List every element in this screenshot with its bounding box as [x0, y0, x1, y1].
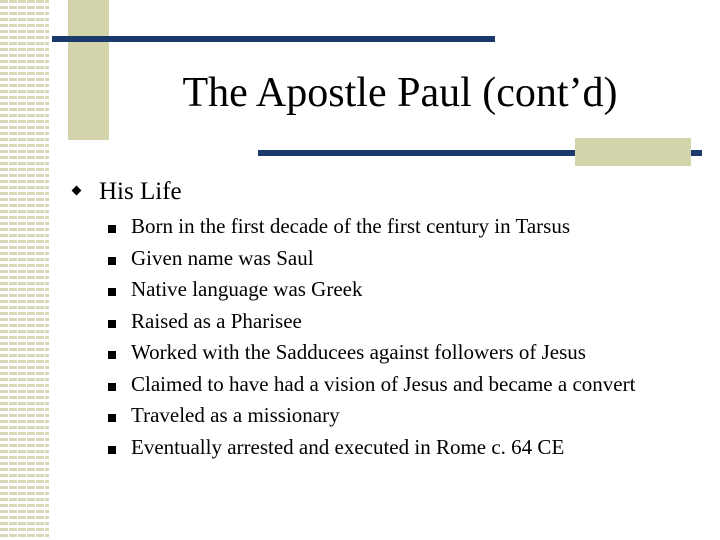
bullet-text: Born in the first decade of the first century in Tarsus	[131, 214, 571, 238]
bullet-item	[108, 434, 683, 460]
heading-his-life	[76, 174, 182, 210]
bullet-text: Given name was Saul	[131, 245, 314, 270]
bullet-item	[108, 308, 683, 334]
bullet-item	[108, 339, 683, 365]
navy-bar-top-decoration	[52, 36, 495, 42]
heading-text: His Life	[99, 178, 182, 205]
square-bullet-icon	[108, 383, 116, 391]
tan-block-bottom-decoration	[575, 138, 691, 166]
bullet-text: Worked with the Sadducees against followers of Jesus	[131, 340, 586, 364]
square-bullet-icon	[108, 351, 116, 359]
slide-title: The Apostle Paul (cont’d)	[182, 70, 618, 116]
square-bullet-icon	[108, 225, 116, 233]
bullet-item	[108, 245, 683, 271]
bullet-item	[108, 371, 683, 397]
diamond-bullet-icon	[72, 186, 82, 196]
bullet-text: Eventually arrested and executed in Rome c. 64 CE	[131, 434, 565, 459]
bullet-item	[108, 276, 683, 302]
bullet-list	[108, 213, 683, 465]
bullet-text: Raised as a Pharisee	[131, 308, 302, 333]
square-bullet-icon	[108, 414, 116, 422]
square-bullet-icon	[108, 288, 116, 296]
square-bullet-icon	[108, 257, 116, 265]
bullet-text: Native language was Greek	[131, 277, 363, 301]
bullet-item	[108, 402, 683, 428]
bullet-text: Traveled as a missionary	[131, 403, 340, 427]
square-bullet-icon	[108, 320, 116, 328]
bullet-text: Claimed to have had a vision of Jesus and became a convert	[131, 371, 636, 396]
tan-block-top-decoration	[68, 0, 109, 140]
bullet-item	[108, 213, 683, 239]
square-bullet-icon	[108, 446, 116, 454]
striped-sidebar-decoration	[0, 0, 49, 540]
